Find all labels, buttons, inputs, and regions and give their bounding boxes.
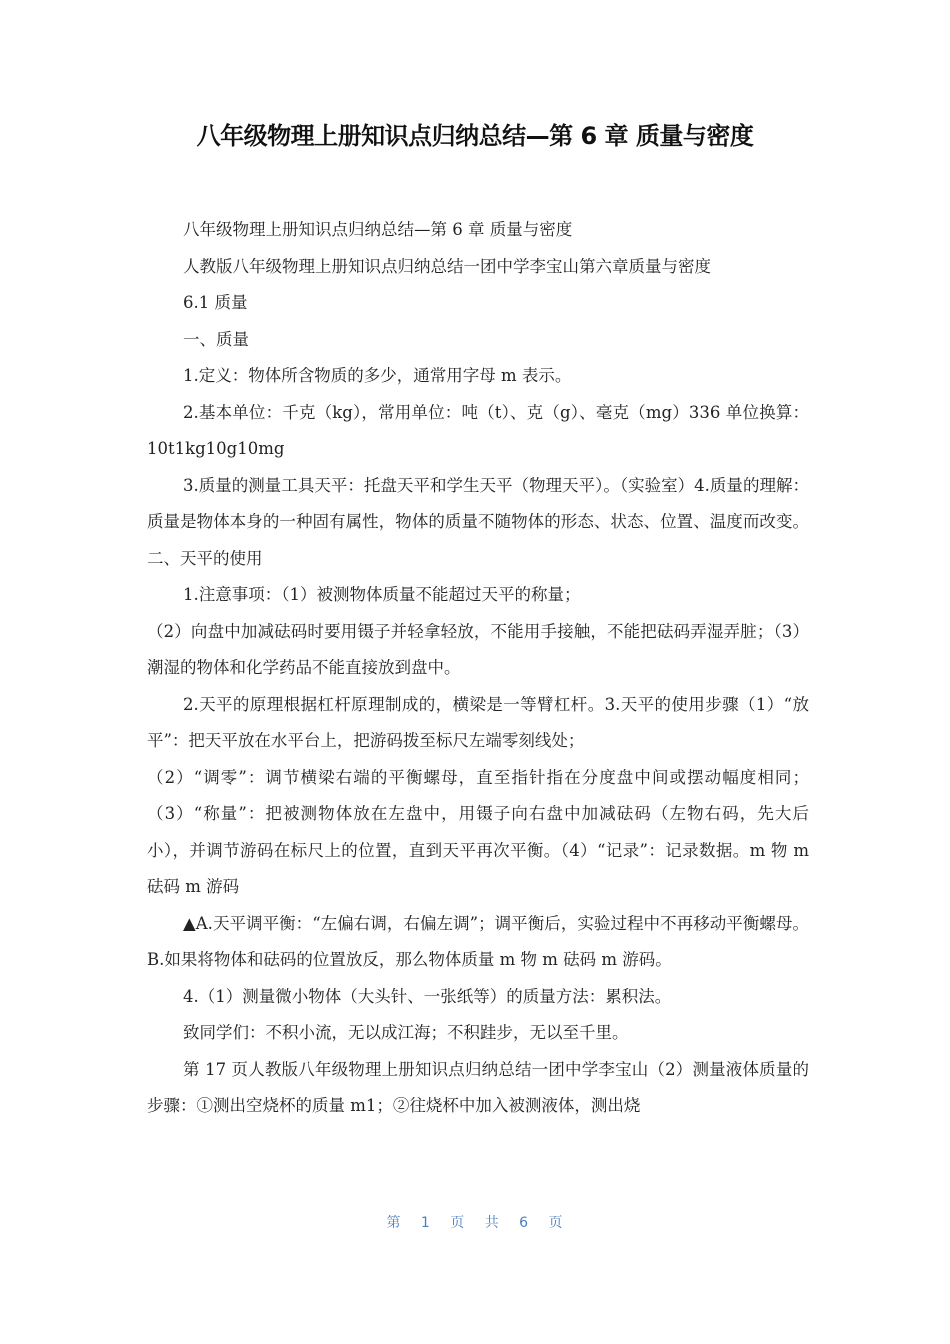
paragraph-tips: ▲A.天平调平衡：“左偏右调，右偏左调”；调平衡后，实验过程中不再移动平衡螺母。B.如果将物体和砝码的位置放反，那么物体质量 m 物 m 砝码 m 游码。	[147, 913, 809, 969]
paragraph-motto: 致同学们：不积小流，无以成江海；不积跬步，无以至千里。	[183, 1023, 629, 1042]
page-footer: 第 1 页 共 6 页	[386, 1215, 564, 1231]
paragraph-units: 2.基本单位：千克（kg），常用单位：吨（t）、克（g）、毫克（mg）336 单位换算：10t1kg10g10mg	[147, 402, 809, 458]
section-heading: 6.1 质量	[183, 293, 248, 312]
paragraph-liquid: 第 17 页人教版八年级物理上册知识点归纳总结一团中学李宝山（2）测量液体质量的步骤：①测出空烧杯的质量 m1；②往烧杯中加入被测液体，测出烧	[147, 1059, 809, 1115]
paragraph-steps: （2）“调零”：调节横梁右端的平衡螺母，直至指针指在分度盘中间或摆动幅度相同；（3）“称量”：把被测物体放在左盘中，用镊子向右盘中加减砝码（左物右码，先大后小），并调节游码在标尺上的位置，直到天平再次平衡。（4）“记录”：记录数据。m 物 m 砝码 m 游码	[147, 767, 809, 896]
paragraph-notes-continued: （2）向盘中加减砝码时要用镊子并轻拿轻放，不能用手接触，不能把砝码弄湿弄脏；（3）潮湿的物体和化学药品不能直接放到盘中。	[147, 621, 809, 677]
document-title: 八年级物理上册知识点归纳总结—第 6 章 质量与密度	[196, 122, 754, 150]
paragraph-notes: 1.注意事项：（1）被测物体质量不能超过天平的称量；	[183, 585, 581, 604]
paragraph-principle: 2.天平的原理根据杠杆原理制成的，横梁是一等臂杠杆。3.天平的使用步骤（1）“放平”：把天平放在水平台上，把游码拨至标尺左端零刻线处；	[147, 694, 809, 750]
paragraph-subtitle: 八年级物理上册知识点归纳总结—第 6 章 质量与密度	[183, 220, 573, 239]
document-body	[147, 212, 809, 1125]
paragraph-source: 人教版八年级物理上册知识点归纳总结一团中学李宝山第六章质量与密度	[183, 256, 711, 276]
paragraph-tools: 3.质量的测量工具天平：托盘天平和学生天平（物理天平）。（实验室）4.质量的理解：质量是物体本身的一种固有属性，物体的质量不随物体的形态、状态、位置、温度而改变。二、天平的使用	[147, 475, 809, 568]
subsection-heading: 一、质量	[183, 329, 249, 349]
paragraph-definition: 1.定义：物体所含物质的多少，通常用字母 m 表示。	[183, 366, 572, 385]
paragraph-small-objects: 4.（1）测量微小物体（大头针、一张纸等）的质量方法：累积法。	[183, 986, 672, 1006]
